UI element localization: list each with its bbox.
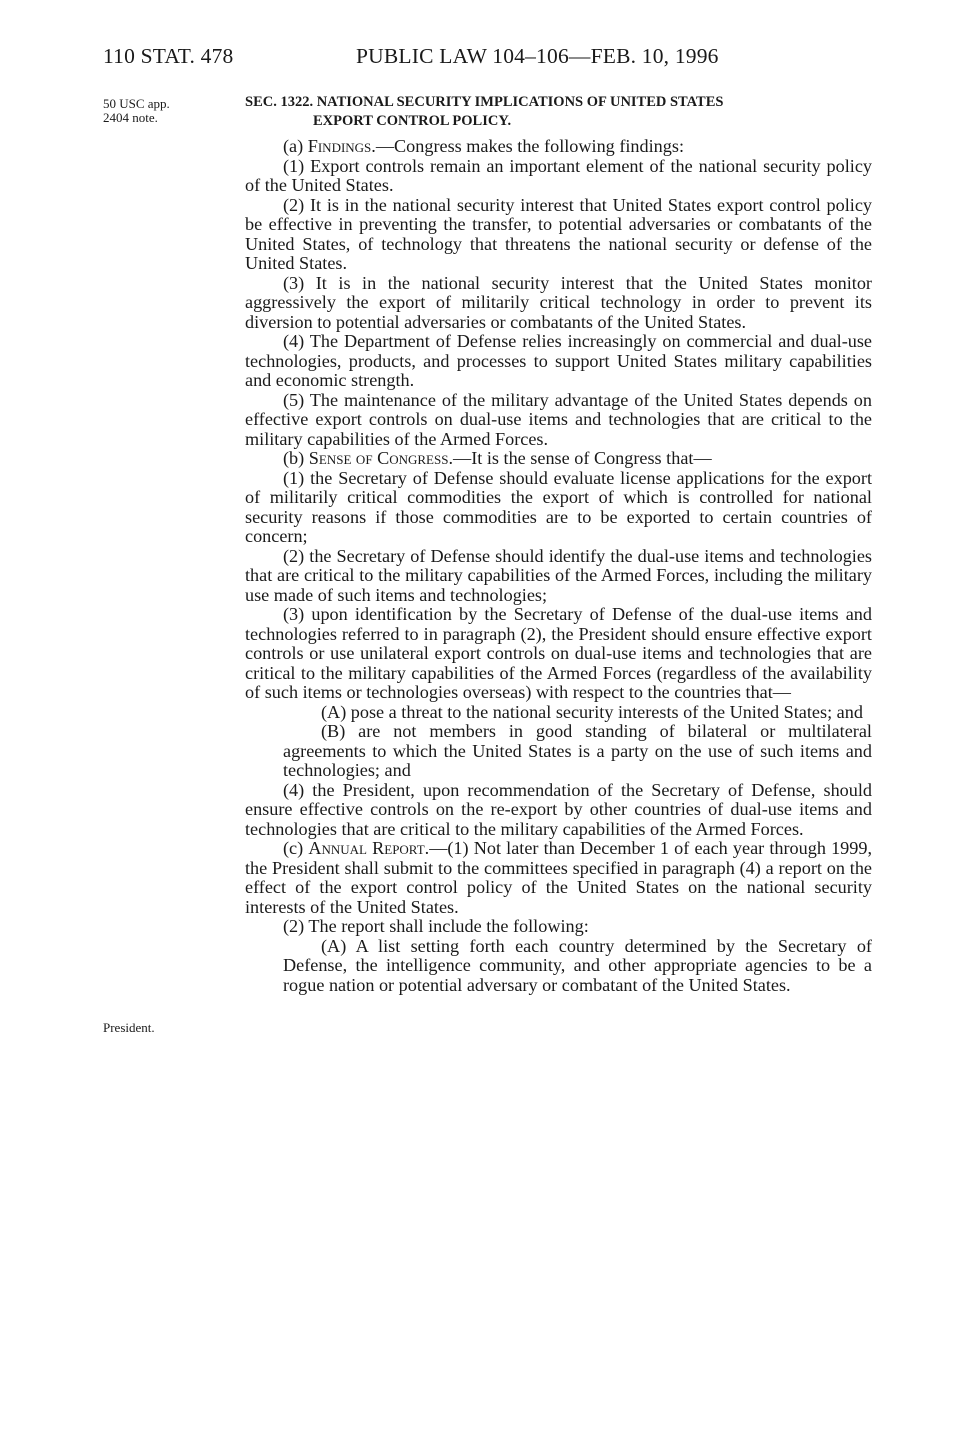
- public-law-title: PUBLIC LAW 104–106—FEB. 10, 1996: [356, 44, 719, 68]
- finding-5: (5) The maintenance of the military advantage of the United States depends on effective export controls on dual-use items and technologies that are critical to the military capabilities of the Armed Forces.: [245, 389, 872, 449]
- sense-3: (3) upon identification by the Secretary of Defense of the dual-use items and technologies referred to in paragraph (2), the President should ensure effective export controls or use unilateral export controls on dual-use items and technologies that are critical to the military capabilities of the Armed Forces (regardless of the availability of such items or technologies overseas) with respect to the countries that—: [245, 604, 872, 702]
- finding-1: (1) Export controls remain an important element of the national security policy of the United States.: [245, 155, 872, 195]
- sense-2: (2) the Secretary of Defense should identify the dual-use items and technologies that are critical to the military capabilities of the Armed Forces, including the military use made of such items and technologies;: [245, 545, 872, 605]
- margin-note-president: President.: [103, 1020, 155, 1035]
- subsection-c-heading: Annual Report: [308, 838, 425, 858]
- subsection-a: (a) Findings.—Congress makes the following findings:: [283, 136, 684, 156]
- section-heading: [245, 93, 875, 131]
- subsection-c: (c) Annual Report.—(1) Not later than December 1 of each year through 1999, the President shall submit to the committees specified in paragraph (4) a report on the effect of the export control policy of the United States on the national security interests of the United States.: [245, 838, 873, 917]
- margin-note-usc-line1: 50 USC app.: [103, 96, 170, 111]
- finding-2: (2) It is in the national security interest that United States export control policy be effective in preventing the transfer, to potential adversaries or combatants of the United States, of technology that threatens the national security or defense of the United States.: [245, 194, 872, 273]
- sense-3-B: (B) are not members in good standing of bilateral or multilateral agreements to which the United States is a party on the use of such items and technologies; and: [283, 721, 872, 780]
- section-heading-line2: EXPORT CONTROL POLICY.: [313, 113, 512, 129]
- section-heading-line1: SEC. 1322. NATIONAL SECURITY IMPLICATIONS OF UNITED STATES: [245, 94, 724, 110]
- sense-3-A: (A) pose a threat to the national security interests of the United States; and: [321, 701, 863, 722]
- report-2: (2) The report shall include the following:: [283, 916, 589, 936]
- finding-3: (3) It is in the national security interest that the United States monitor aggressively the export of militarily critical technology in order to prevent its diversion to potential adversaries or combatants of the United States.: [245, 272, 872, 332]
- statute-page-number: 110 STAT. 478: [103, 44, 234, 68]
- finding-4: (4) The Department of Defense relies increasingly on commercial and dual-use technologies, products, and processes to support United States military capabilities and economic strength.: [245, 331, 872, 390]
- section-body: [245, 137, 872, 995]
- subsection-b-heading: Sense of Congress: [308, 448, 449, 468]
- sense-1: (1) the Secretary of Defense should evaluate license applications for the export of militarily critical commodities the export of which is controlled for national security reasons if those commodities are to be exported to certain countries of concern;: [245, 467, 872, 546]
- sense-4: (4) the President, upon recommendation of the Secretary of Defense, should ensure effective controls on the re-export by other countries of dual-use items and technologies that are critical to the military capabilities of the Armed Forces.: [245, 779, 872, 839]
- subsection-b: (b) Sense of Congress.—It is the sense of Congress that—: [283, 448, 712, 468]
- subsection-a-heading: Findings: [307, 136, 372, 156]
- margin-note-usc: [103, 97, 170, 125]
- margin-note-usc-line2: 2404 note.: [103, 110, 158, 125]
- report-2-A: (A) A list setting forth each country determined by the Secretary of Defense, the intelligence community, and other appropriate agencies to be a rogue nation or potential adversary or combatant of the United States.: [283, 935, 872, 995]
